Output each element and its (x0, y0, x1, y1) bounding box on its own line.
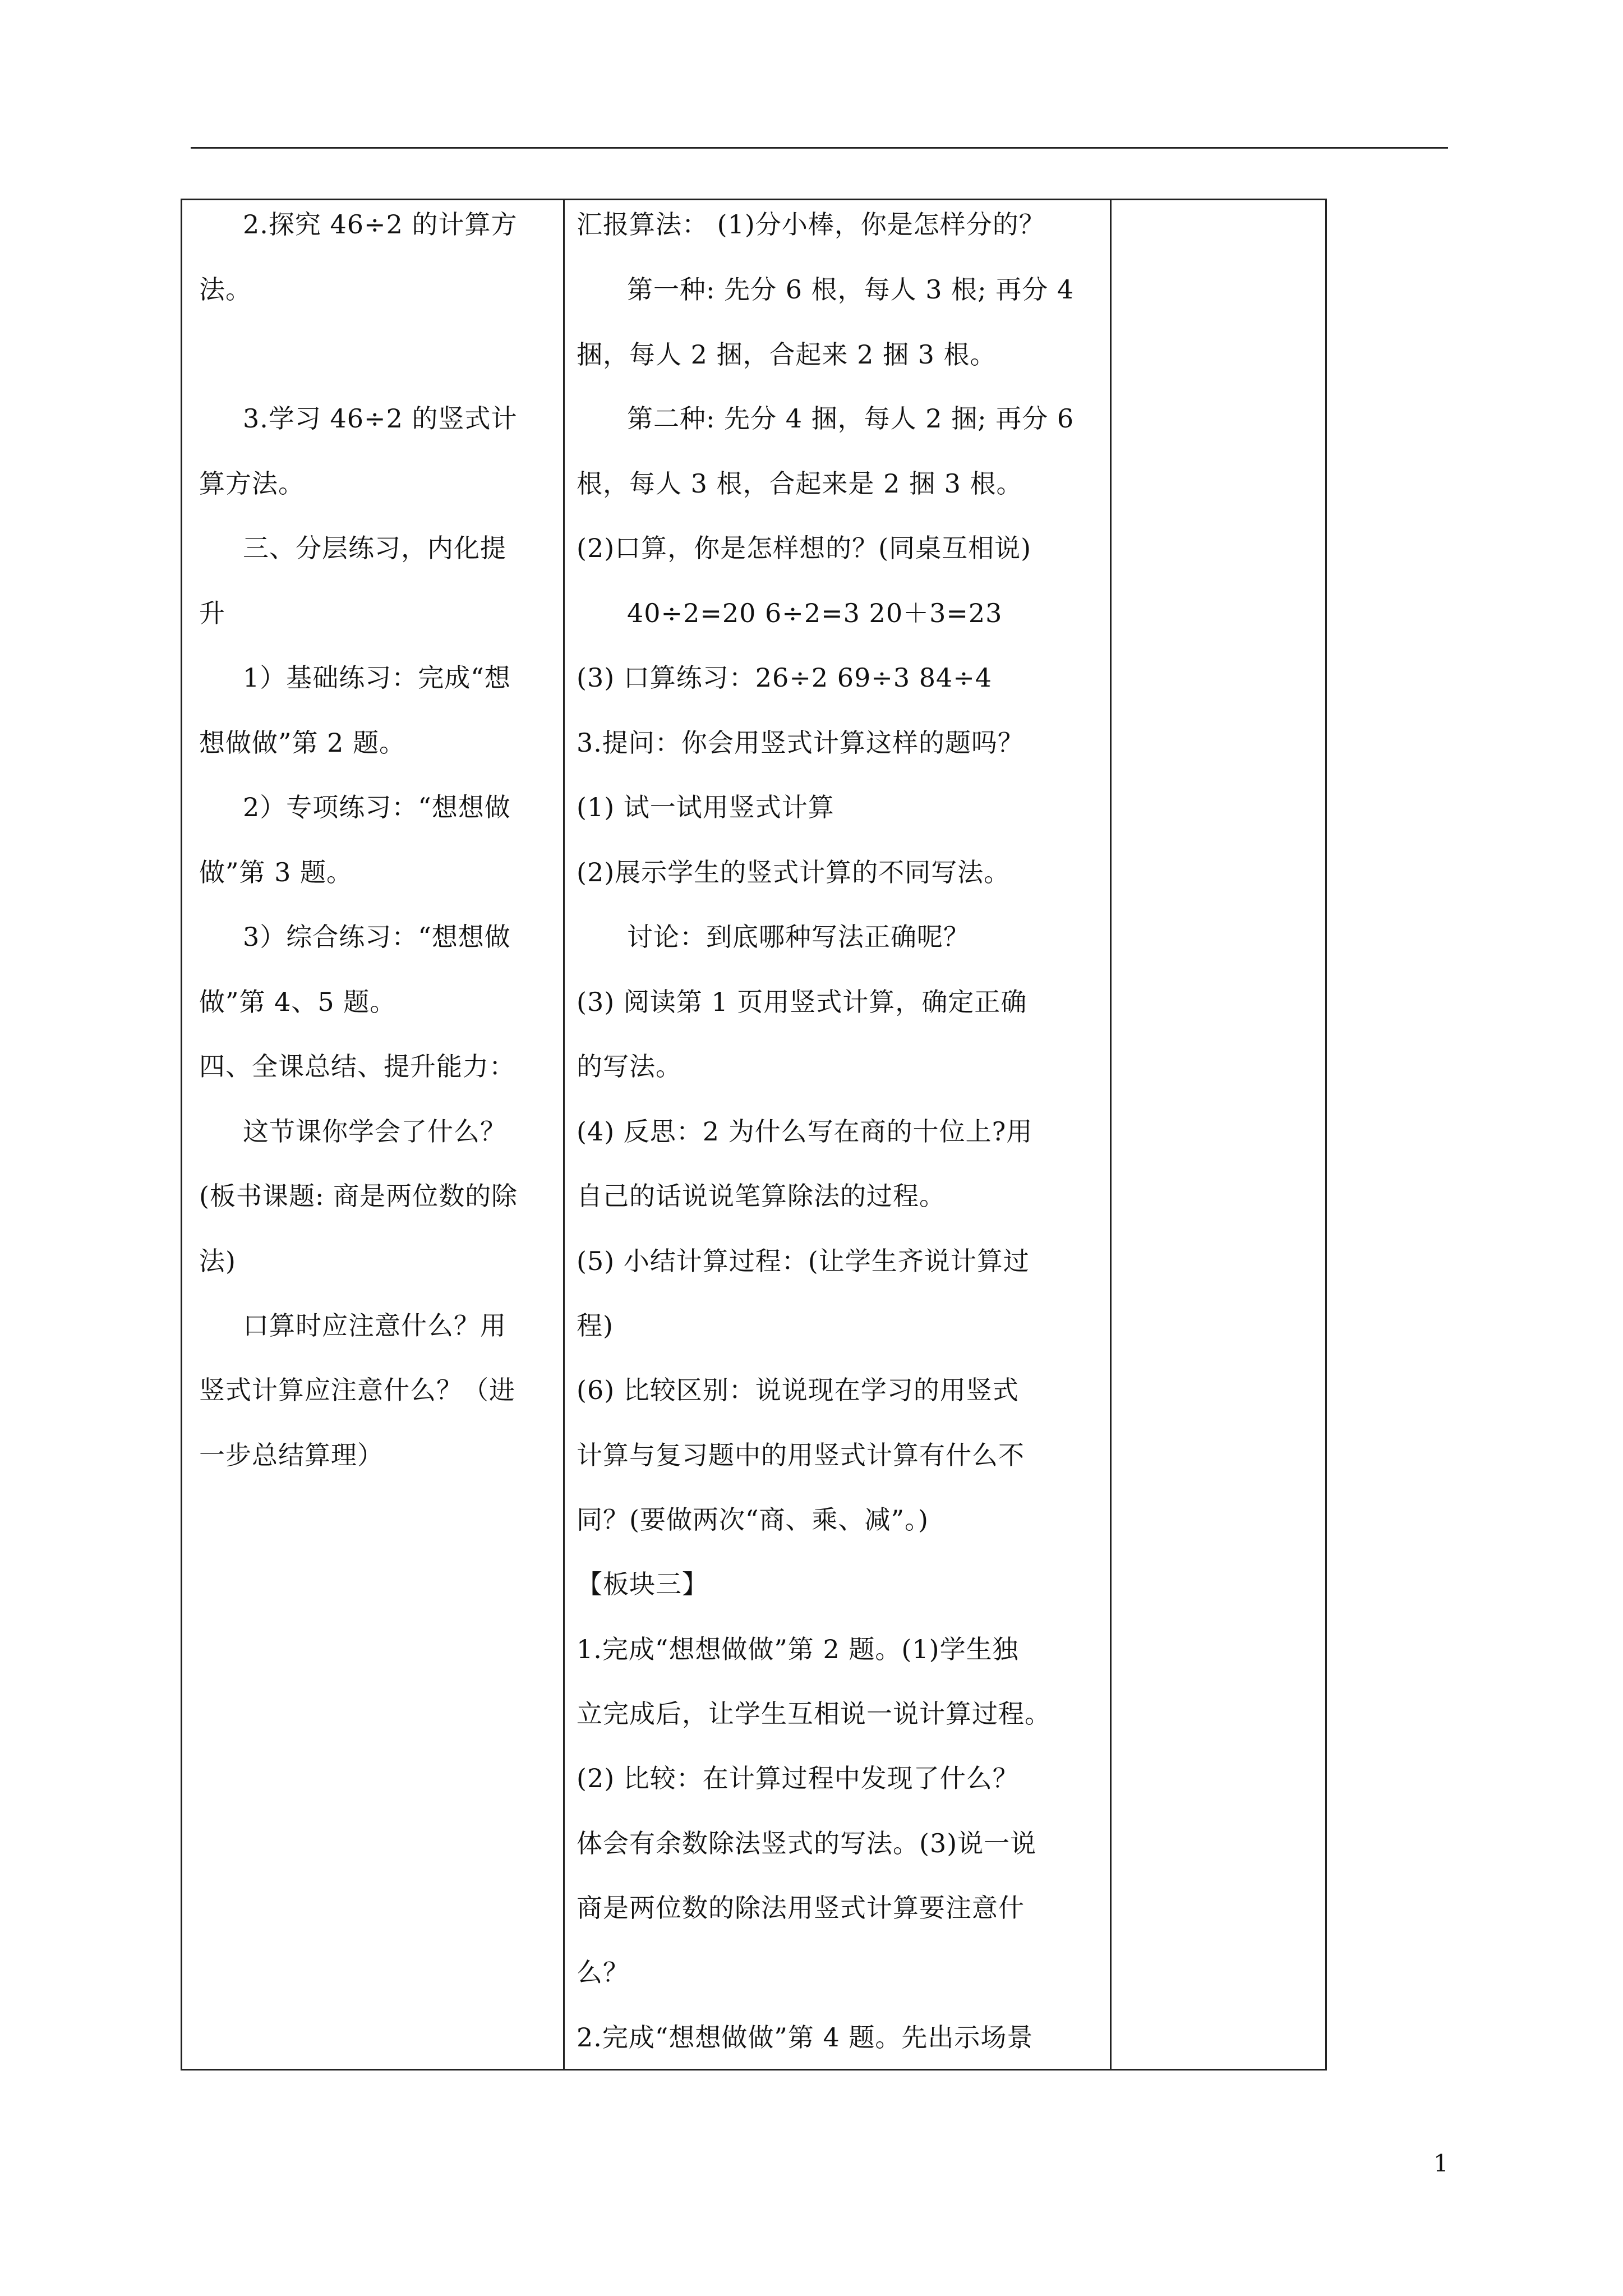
left-column-line: 三、分层练习，内化提 (243, 533, 506, 563)
middle-column-line: 1.完成“想想做做”第 2 题。(1)学生独 (577, 1634, 1019, 1664)
left-column-line: 这节课你学会了什么？ (243, 1116, 506, 1147)
left-column-line: 1）基础练习：完成“想 (243, 662, 511, 693)
middle-column-line: 立完成后，让学生互相说一说计算过程。 (577, 1699, 1051, 1729)
middle-column-line: 体会有余数除法竖式的写法。(3)说一说 (577, 1828, 1037, 1858)
middle-column-line: (2)展示学生的竖式计算的不同写法。 (577, 857, 1011, 887)
left-column-line: 法。 (199, 274, 252, 305)
middle-column-line: 商是两位数的除法用竖式计算要注意什 (577, 1893, 1025, 1923)
middle-column-line: 么？ (577, 1957, 629, 1987)
middle-column-line: 捆，每人 2 捆，合起来 2 捆 3 根。 (577, 339, 997, 370)
left-column-lines (182, 200, 563, 2069)
left-column-line: 口算时应注意什么？用 (243, 1310, 506, 1341)
middle-column-line: (1) 试一试用竖式计算 (577, 792, 834, 822)
left-column (182, 200, 565, 2069)
left-column-line: 算方法。 (199, 468, 305, 499)
middle-column-line: (6) 比较区别：说说现在学习的用竖式 (577, 1375, 1019, 1405)
left-column-line: 3）综合练习：“想想做 (243, 922, 511, 952)
middle-column-line: 根，每人 3 根，合起来是 2 捆 3 根。 (577, 468, 1023, 499)
middle-column-line: 第二种: 先分 4 捆，每人 2 捆; 再分 6 (627, 403, 1075, 434)
left-column-line: 做”第 3 题。 (199, 857, 353, 887)
middle-column-line: (5) 小结计算过程：(让学生齐说计算过 (577, 1246, 1030, 1276)
middle-column-line: (3) 阅读第 1 页用竖式计算，确定正确 (577, 987, 1027, 1017)
header-rule (191, 147, 1448, 149)
middle-column (563, 200, 1112, 2069)
middle-column-line: 同？(要做两次“商、乘、减”。) (577, 1504, 929, 1535)
page-number: 1 (1433, 2150, 1449, 2177)
left-column-line: 想做做”第 2 题。 (199, 728, 406, 758)
left-column-line: 竖式计算应注意什么？（进 (199, 1375, 515, 1405)
left-column-line: (板书课题: 商是两位数的除 (199, 1181, 518, 1211)
left-column-line: 做”第 4、5 题。 (199, 987, 396, 1017)
middle-column-line: 的写法。 (577, 1051, 682, 1082)
left-column-line: 法) (199, 1246, 236, 1276)
left-column-line: 升 (199, 598, 225, 628)
middle-column-line: 自己的话说说笔算除法的过程。 (577, 1181, 946, 1211)
middle-column-line: 汇报算法： (1)分小棒，你是怎样分的？ (577, 209, 1045, 240)
middle-column-line: 第一种: 先分 6 根，每人 3 根; 再分 4 (627, 274, 1075, 305)
middle-column-line: (4) 反思：2 为什么写在商的十位上?用 (577, 1116, 1033, 1147)
middle-column-line: (2)口算，你是怎样想的？(同桌互相说) (577, 533, 1032, 563)
middle-column-line: 计算与复习题中的用竖式计算有什么不 (577, 1440, 1025, 1470)
left-column-line: 一步总结算理） (199, 1440, 384, 1470)
left-column-line: 四、全课总结、提升能力： (199, 1051, 515, 1082)
right-column (1110, 200, 1325, 2069)
left-column-line: 3.学习 46÷2 的竖式计 (243, 403, 518, 434)
left-column-line: 2）专项练习：“想想做 (243, 792, 511, 822)
middle-column-line: (3) 口算练习：26÷2 69÷3 84÷4 (577, 662, 993, 693)
middle-column-line: 程) (577, 1310, 614, 1341)
middle-column-line: 40÷2=20 6÷2=3 20＋3=23 (627, 598, 1003, 628)
left-column-line: 2.探究 46÷2 的计算方 (243, 209, 518, 240)
lesson-plan-table (181, 199, 1327, 2070)
middle-column-lines (563, 200, 1110, 2069)
middle-column-line: 【板块三】 (577, 1569, 708, 1599)
middle-column-line: 2.完成“想想做做”第 4 题。先出示场景 (577, 2022, 1034, 2053)
middle-column-line: 讨论：到底哪种写法正确呢？ (627, 922, 970, 952)
middle-column-line: 3.提问：你会用竖式计算这样的题吗？ (577, 728, 1024, 758)
middle-column-line: (2) 比较：在计算过程中发现了什么？ (577, 1763, 1019, 1793)
